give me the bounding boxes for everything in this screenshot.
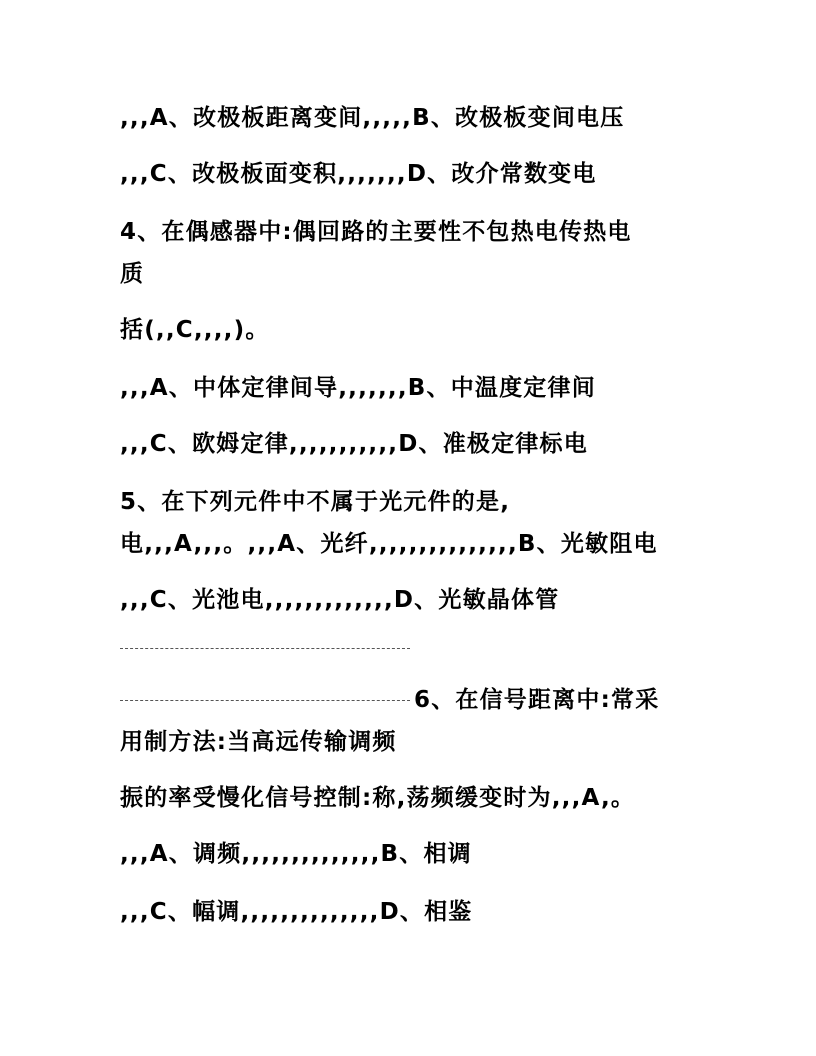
option-line-c-d-q4: ,,,C、欧姆定律,,,,,,,,,,,D、准极定律标电	[120, 431, 588, 457]
option-line-a-b-q3: ,,,A、改极板距离变间,,,,,B、改极板变间电压	[120, 105, 625, 131]
question-4-text: 4、在偶感器中:偶回路的主要性不包热电传热电	[120, 219, 632, 245]
question-6-continuation-2: 振的率受慢化信号控制:称,荡频缓变时为,,,A,。	[120, 785, 636, 811]
question-5-options-a-b: 电,,,A,,,。,,,A、光纤,,,,,,,,,,,,,,,B、光敏阻电	[120, 531, 658, 557]
question-4-answer: 括(,,C,,,,)。	[120, 317, 270, 343]
question-6-continuation: 用制方法:当高远传输调频	[120, 729, 397, 755]
option-line-a-b-q6: ,,,A、调频,,,,,,,,,,,,,,B、相调	[120, 841, 472, 867]
option-line-c-d-q3: ,,,C、改极板面变积,,,,,,,D、改介常数变电	[120, 161, 597, 187]
question-4-continuation: 质	[120, 261, 145, 287]
question-5-text: 5、在下列元件中不属于光元件的是,	[120, 489, 511, 515]
question-6-text: 6、在信号距离中:常采	[414, 687, 660, 713]
dashed-separator-line	[120, 700, 410, 701]
option-line-c-d-q5: ,,,C、光池电,,,,,,,,,,,,,D、光敏晶体管	[120, 587, 560, 613]
dashed-separator-line	[120, 648, 410, 649]
option-line-c-d-q6: ,,,C、幅调,,,,,,,,,,,,,,D、相鉴	[120, 899, 473, 925]
option-line-a-b-q4: ,,,A、中体定律间导,,,,,,,B、中温度定律间	[120, 375, 596, 401]
